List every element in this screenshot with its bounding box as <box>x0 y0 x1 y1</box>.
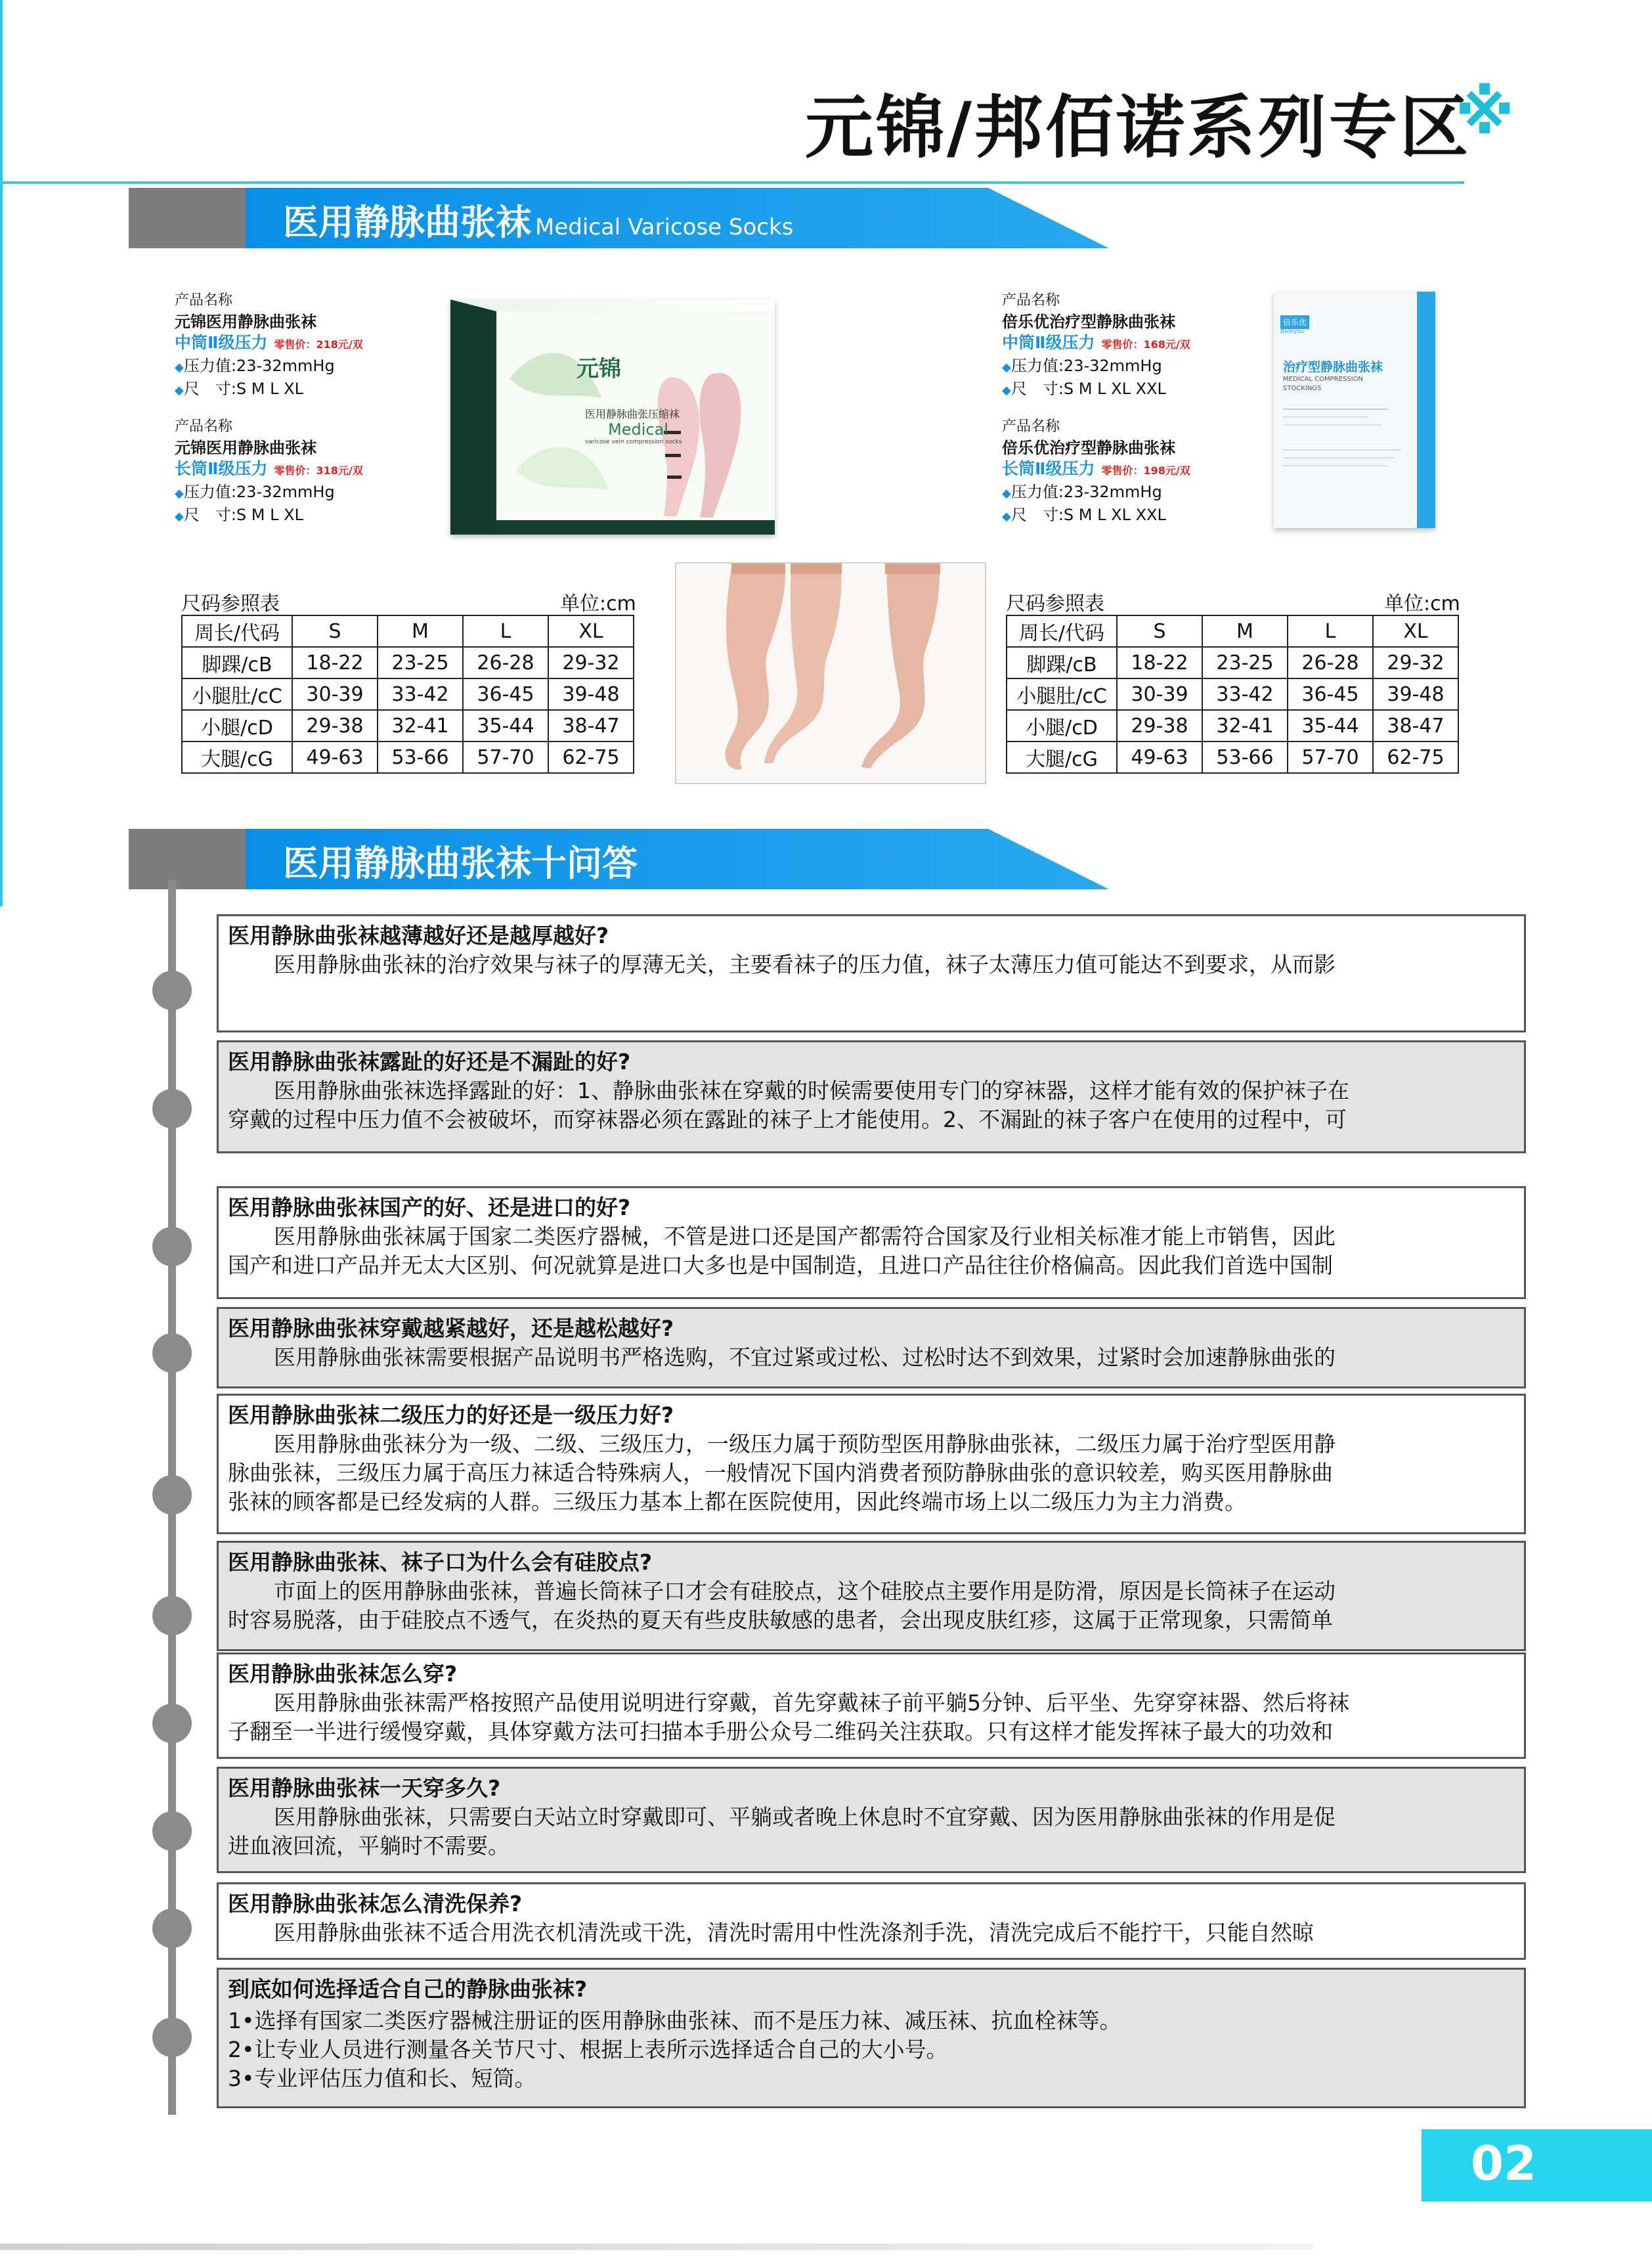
size-table-title: 尺码参照表 <box>181 592 280 615</box>
qa-item <box>217 1307 1526 1388</box>
qa-answer-line: 医用静脉曲张袜选择露趾的好：1、静脉曲张袜在穿戴的时候需要使用专门的穿袜器，这样才能有效的保护袜子在 <box>274 1078 1349 1103</box>
section-banner-qa <box>129 829 1114 889</box>
qa-answer-line: 医用静脉曲张袜需要根据产品说明书严格选购，不宜过紧或过松、过松时达不到效果，过紧时会加速静脉曲张的 <box>274 1344 1336 1370</box>
table-cell: 大腿/cG <box>1007 742 1117 773</box>
product-box-beleyou <box>1274 292 1435 528</box>
product-name: 元锦医用静脉曲张袜 <box>175 313 316 331</box>
table-cell: 26-28 <box>463 647 548 678</box>
qa-item <box>217 914 1526 1032</box>
qa-question: 到底如何选择适合自己的静脉曲张袜? <box>228 1976 588 2002</box>
table-cell: 39-48 <box>1373 678 1458 710</box>
table-cell: 18-22 <box>1117 647 1202 678</box>
table-cell: 32-41 <box>1202 710 1288 742</box>
table-cell: 29-38 <box>1117 710 1202 742</box>
table-cell: 38-47 <box>1373 710 1458 742</box>
table-row <box>1007 742 1458 773</box>
qa-answer-line: 张袜的顾客都是已经发病的人群。三级压力基本上都在医院使用，因此终端市场上以二级压力为主力消费。 <box>228 1489 1246 1515</box>
qa-question: 医用静脉曲张袜怎么穿? <box>228 1661 458 1687</box>
table-row <box>182 678 634 710</box>
table-cell: 38-47 <box>548 710 634 742</box>
product-label: 产品名称 <box>175 292 233 309</box>
page-number: 02 <box>1470 2136 1537 2191</box>
qa-question: 医用静脉曲张袜国产的好、还是进口的好? <box>228 1195 631 1220</box>
product-info-beleyou-long <box>1002 416 1278 527</box>
qa-question: 医用静脉曲张袜怎么清洗保养? <box>228 1891 523 1916</box>
size-table-left <box>181 615 634 774</box>
table-cell: 29-38 <box>292 710 378 742</box>
diamond-bullet-icon: ◆ <box>175 487 184 500</box>
box-brand: 元锦 <box>576 356 621 382</box>
bottom-stripe <box>0 2244 1313 2250</box>
pressure-value: 压力值:23-32mmHg <box>183 357 335 375</box>
diamond-bullet-icon: ◆ <box>175 510 184 523</box>
box-en2: STOCKINGS <box>1283 385 1322 392</box>
table-row <box>1007 647 1458 678</box>
size-range: 尺 寸:S M L XL XXL <box>1011 380 1166 398</box>
qa-item <box>217 1652 1526 1759</box>
table-cell: L <box>463 615 548 647</box>
table-cell: 小腿肚/cC <box>182 678 292 710</box>
box-line1: 医用静脉曲张压缩袜 <box>585 408 680 420</box>
box-title: 治疗型静脉曲张袜 <box>1283 360 1383 374</box>
table-cell: 53-66 <box>1202 742 1288 773</box>
table-cell: 62-75 <box>548 742 634 773</box>
qa-answer-line: 市面上的医用静脉曲张袜，普遍长筒袜子口才会有硅胶点，这个硅胶点主要作用是防滑，原因是长筒袜子在运动 <box>274 1578 1336 1604</box>
table-cell: M <box>378 615 463 647</box>
diamond-bullet-icon: ◆ <box>175 384 184 397</box>
retail-price: 零售价：218元/双 <box>274 338 363 351</box>
pressure-level: 长筒Ⅱ级压力 <box>175 459 268 478</box>
product-box-yuanjin <box>450 299 775 535</box>
left-edge-line <box>0 0 3 906</box>
qa-answer-line: 医用静脉曲张袜的治疗效果与袜子的厚薄无关，主要看袜子的压力值，袜子太薄压力值可能达不到要求，从而影 <box>274 952 1336 977</box>
section-title: 医用静脉曲张袜 <box>283 202 531 243</box>
product-info-yuanjin-mid <box>175 290 437 401</box>
product-info-yuanjin-long <box>175 416 437 527</box>
table-cell: 18-22 <box>292 647 378 678</box>
table-cell: XL <box>548 615 634 647</box>
section-title: 医用静脉曲张袜十问答 <box>283 843 638 884</box>
table-cell: 36-45 <box>463 678 548 710</box>
section-subtitle: Medical Varicose Socks <box>535 214 794 240</box>
qa-question: 医用静脉曲张袜露趾的好还是不漏趾的好? <box>228 1049 631 1074</box>
table-cell: 脚踝/cB <box>182 647 292 678</box>
table-row <box>182 710 634 742</box>
qa-answer-line: 国产和进口产品并无太大区别、何况就算是进口大多也是中国制造，且进口产品往往价格偏高。因此我们首选中国制 <box>228 1252 1333 1278</box>
table-cell: 29-32 <box>1373 647 1458 678</box>
table-cell: 36-45 <box>1288 678 1373 710</box>
table-cell: 周长/代码 <box>1007 615 1117 647</box>
qa-item <box>217 1767 1526 1873</box>
header-rule <box>0 181 1464 184</box>
pressure-level: 中筒Ⅱ级压力 <box>1002 333 1095 352</box>
table-header-row <box>1007 615 1458 647</box>
size-range: 尺 寸:S M L XL <box>183 380 303 398</box>
table-row <box>182 647 634 678</box>
timeline-dot <box>152 1909 192 1948</box>
table-cell: 32-41 <box>378 710 463 742</box>
qa-answer-line: 时容易脱落，由于硅胶点不透气，在炎热的夏天有些皮肤敏感的患者，会出现皮肤红疹，这属于正常现象，只需简单 <box>228 1607 1333 1633</box>
qa-question: 医用静脉曲张袜越薄越好还是越厚越好? <box>228 923 609 948</box>
diamond-bullet-icon: ◆ <box>1002 510 1011 523</box>
table-cell: 脚踝/cB <box>1007 647 1117 678</box>
qa-item <box>217 1040 1526 1153</box>
qa-answer-line: 1•选择有国家二类医疗器械注册证的医用静脉曲张袜、而不是压力袜、减压袜、抗血栓袜等。 <box>228 2008 1121 2033</box>
qa-question: 医用静脉曲张袜穿戴越紧越好，还是越松越好? <box>228 1316 674 1341</box>
retail-price: 零售价：198元/双 <box>1101 464 1190 477</box>
timeline-dot <box>152 2018 192 2057</box>
timeline-dot <box>152 971 192 1010</box>
table-cell: 53-66 <box>378 742 463 773</box>
table-cell: L <box>1288 615 1373 647</box>
retail-price: 零售价：168元/双 <box>1101 338 1190 351</box>
timeline-dot <box>152 1704 192 1743</box>
table-cell: 29-32 <box>548 647 634 678</box>
box-brand: 倍乐优 <box>1280 315 1309 329</box>
qa-answer-line: 医用静脉曲张袜需严格按照产品使用说明进行穿戴，首先穿戴袜子前平躺5分钟、后平坐、先穿穿袜器、然后将袜 <box>274 1690 1349 1716</box>
timeline-dot <box>152 1475 192 1515</box>
table-cell: 26-28 <box>1288 647 1373 678</box>
timeline-dot <box>152 1089 192 1128</box>
qa-item <box>217 1882 1526 1960</box>
table-cell: XL <box>1373 615 1458 647</box>
qa-item <box>217 1394 1526 1534</box>
table-header-row <box>182 615 634 647</box>
table-cell: 23-25 <box>378 647 463 678</box>
diamond-bullet-icon: ◆ <box>1002 487 1011 500</box>
table-cell: 39-48 <box>548 678 634 710</box>
table-cell: 35-44 <box>1288 710 1373 742</box>
table-cell: 小腿/cD <box>1007 710 1117 742</box>
box-line3: varicose vein compression socks <box>585 439 682 445</box>
qa-answer-line: 脉曲张袜，三级压力属于高压力袜适合特殊病人，一般情况下国内消费者预防静脉曲张的意识较差，购买医用静脉曲 <box>228 1460 1333 1486</box>
size-table-title: 尺码参照表 <box>1006 592 1104 615</box>
legs-photo <box>675 562 986 784</box>
table-cell: 35-44 <box>463 710 548 742</box>
table-cell: 30-39 <box>1117 678 1202 710</box>
size-range: 尺 寸:S M L XL XXL <box>1011 506 1166 524</box>
table-cell: 33-42 <box>1202 678 1288 710</box>
qa-answer-line: 医用静脉曲张袜不适合用洗衣机清洗或干洗，清洗时需用中性洗涤剂手洗，清洗完成后不能拧干，只能自然晾 <box>274 1920 1314 1945</box>
table-cell: 小腿肚/cC <box>1007 678 1117 710</box>
box-en1: MEDICAL COMPRESSION <box>1283 376 1363 383</box>
qa-question: 医用静脉曲张袜二级压力的好还是一级压力好? <box>228 1402 674 1428</box>
qa-answer-line: 子翻至一半进行缓慢穿戴，具体穿戴方法可扫描本手册公众号二维码关注获取。只有这样才能发挥袜子最大的功效和 <box>228 1719 1333 1744</box>
pressure-level: 中筒Ⅱ级压力 <box>175 333 268 352</box>
table-cell: 62-75 <box>1373 742 1458 773</box>
size-table-unit: 单位:cm <box>1384 592 1460 615</box>
box-brand-en: Beleyou <box>1280 328 1305 335</box>
table-cell: 大腿/cG <box>182 742 292 773</box>
size-table-right <box>1006 615 1459 774</box>
product-info-beleyou-mid <box>1002 290 1278 401</box>
qa-answer-line: 3•专业评估压力值和长、短筒。 <box>228 2066 536 2091</box>
qa-answer-line: 2•让专业人员进行测量各关节尺寸、根据上表所示选择适合自己的大小号。 <box>228 2037 948 2062</box>
retail-price: 零售价：318元/双 <box>274 464 363 477</box>
pressure-value: 压力值:23-32mmHg <box>1011 483 1162 501</box>
diamond-bullet-icon: ◆ <box>1002 361 1011 374</box>
diamond-bullet-icon: ◆ <box>1002 384 1011 397</box>
qa-answer-line: 医用静脉曲张袜分为一级、二级、三级压力，一级压力属于预防型医用静脉曲张袜，二级压力属于治疗型医用静 <box>274 1431 1336 1457</box>
qa-item <box>217 1541 1526 1651</box>
table-cell: 49-63 <box>1117 742 1202 773</box>
table-cell: 49-63 <box>292 742 378 773</box>
section-banner-socks <box>129 188 1114 248</box>
product-name: 元锦医用静脉曲张袜 <box>175 439 316 457</box>
product-name: 倍乐优治疗型静脉曲张袜 <box>1002 313 1175 331</box>
qa-question: 医用静脉曲张袜、袜子口为什么会有硅胶点? <box>228 1549 653 1575</box>
box-line2: Medical <box>608 420 668 439</box>
product-label: 产品名称 <box>1002 292 1060 309</box>
pressure-value: 压力值:23-32mmHg <box>183 483 335 501</box>
page-title: 元锦/邦佰诺系列专区 <box>805 87 1471 167</box>
table-row <box>182 742 634 773</box>
product-label: 产品名称 <box>1002 418 1060 435</box>
reference-mark-icon: ※ <box>1455 77 1514 148</box>
qa-item <box>217 1186 1526 1299</box>
table-cell: 周长/代码 <box>182 615 292 647</box>
table-cell: 33-42 <box>378 678 463 710</box>
table-row <box>1007 710 1458 742</box>
timeline-dot <box>152 1227 192 1266</box>
table-cell: S <box>292 615 378 647</box>
qa-answer-line: 医用静脉曲张袜，只需要白天站立时穿戴即可、平躺或者晚上休息时不宜穿戴、因为医用静脉曲张袜的作用是促 <box>274 1804 1336 1830</box>
table-cell: S <box>1117 615 1202 647</box>
product-name: 倍乐优治疗型静脉曲张袜 <box>1002 439 1175 457</box>
qa-question: 医用静脉曲张袜一天穿多久? <box>228 1775 501 1801</box>
table-cell: 30-39 <box>292 678 378 710</box>
table-cell: 57-70 <box>1288 742 1373 773</box>
table-cell: 23-25 <box>1202 647 1288 678</box>
qa-answer-line: 进血液回流，平躺时不需要。 <box>228 1833 510 1859</box>
timeline-dot <box>152 1596 192 1635</box>
timeline-dot <box>152 1811 192 1851</box>
qa-answer-line: 穿戴的过程中压力值不会被破坏，而穿袜器必须在露趾的袜子上才能使用。2、不漏趾的袜子客户在使用的过程中，可 <box>228 1107 1347 1132</box>
timeline-dot <box>152 1333 192 1373</box>
table-row <box>1007 678 1458 710</box>
table-cell: M <box>1202 615 1288 647</box>
qa-item <box>217 1968 1526 2108</box>
table-cell: 小腿/cD <box>182 710 292 742</box>
table-cell: 57-70 <box>463 742 548 773</box>
size-range: 尺 寸:S M L XL <box>183 506 303 524</box>
size-table-unit: 单位:cm <box>560 592 636 615</box>
product-label: 产品名称 <box>175 418 233 435</box>
pressure-level: 长筒Ⅱ级压力 <box>1002 459 1095 478</box>
diamond-bullet-icon: ◆ <box>175 361 184 374</box>
pressure-value: 压力值:23-32mmHg <box>1011 357 1162 375</box>
qa-answer-line: 医用静脉曲张袜属于国家二类医疗器械，不管是进口还是国产都需符合国家及行业相关标准才能上市销售，因此 <box>274 1224 1336 1249</box>
